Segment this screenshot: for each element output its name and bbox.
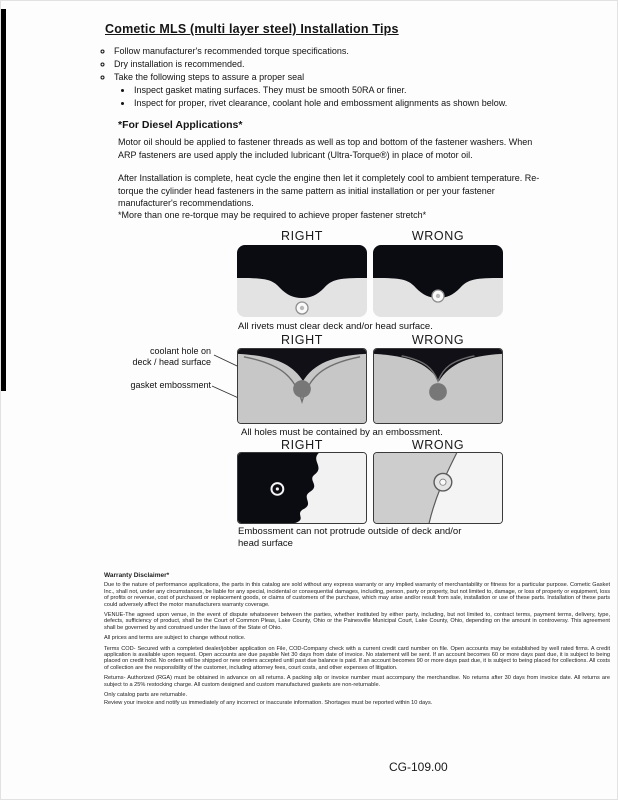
tip-item — [113, 71, 581, 110]
diesel-applications-heading: *For Diesel Applications* — [118, 119, 243, 131]
tip-subitem: • Inspect for proper, rivet clearance, coolant hole and embossment alignments as shown below. — [133, 97, 581, 110]
tip-subitem: • Inspect gasket mating surfaces. They must be smooth 50RA or finer. — [133, 84, 581, 97]
caption-protrusion: Embossment can not protrude outside of deck and/or head surface — [238, 526, 462, 549]
disclaimer-paragraph: Due to the nature of performance applications, the parts in this catalog are sold without any express warranty or any implied warranty of merchantability or fitness for a particular purpose. Cometic Gasket Inc., shall not, under any circumstances, be liable for any special, incidental or consequential damages, including, person, party or property, but not limited to, damage, or loss of property or equipment, loss of profits or revenue, cost of purchased or replacement goods, or claims of customers of the purchase, which may arise and/or result from sale, installation or use of these parts. Installation of these parts could adversely affect the motor manufacturers warranty coverage. — [104, 582, 610, 608]
diagram-rivet-wrong — [373, 245, 503, 317]
wrong-label: WRONG — [411, 438, 465, 452]
right-label: RIGHT — [281, 438, 323, 452]
diagram-protrusion-wrong — [373, 452, 503, 524]
disclaimer-paragraph: Returns- Authorized (RGA) must be obtained in advance on all returns. A packing slip or invoice number must accompany the merchandise. No returns after 30 days from invoice date. All returns are subject to a 25% restocking charge. All custom designed and custom manufactured gaskets are non-returnable. — [104, 675, 610, 688]
diagram-section — [1, 227, 618, 565]
diagram-embossment-wrong — [373, 348, 503, 424]
caption-rivets: All rivets must clear deck and/or head surface. — [238, 321, 433, 332]
wrong-label: WRONG — [411, 333, 465, 347]
disclaimer-paragraph: VENUE-The agreed upon venue, in the event of dispute whatsoever between the parties, whether instituted by either party, including, but not limited to, contract terms, payment terms, delivery, type, defects, sufficiency of product, shall be the Court of Common Pleas, Lake County, Ohio or the Painesville Municipal Court, Lake County, Ohio, depending on the amount in controversy. This agreement shall be governed by and construed under the laws of the State of Ohio. — [104, 612, 610, 631]
disclaimer-paragraph: Review your invoice and notify us immediately of any incorrect or inaccurate information. Shortages must be reported within 10 days. — [104, 699, 433, 706]
page-code: CG-109.00 — [389, 760, 448, 774]
installation-tips-list — [101, 45, 581, 110]
tip-item-text: Follow manufacturer's recommended torque specifications. — [114, 46, 349, 56]
callout-coolant-line2: deck / head surface — [132, 357, 211, 367]
callout-gasket-embossment: gasket embossment — [130, 380, 211, 390]
right-label: RIGHT — [281, 229, 323, 243]
warranty-disclaimer-heading: Warranty Disclaimer* — [104, 572, 170, 579]
page-title: Cometic MLS (multi layer steel) Installation Tips — [105, 22, 399, 36]
disclaimer-paragraph: All prices and terms are subject to change without notice. — [104, 635, 246, 642]
tip-item-text: Take the following steps to assure a proper seal — [114, 72, 305, 82]
callout-coolant-line1: coolant hole on — [149, 346, 211, 356]
disclaimer-paragraph: Only catalog parts are returnable. — [104, 692, 188, 699]
disclaimer-paragraph: Terms COD- Secured with a completed dealer/jobber application on File, COD-Company check with a current credit card number on file. Open accounts may be established by well rated firms. A credit application is available upon request. Open accounts are due payable Net 30 days from date of invoice. No statement will be sent. If an account becomes 60 or more days past due, it is subject to being placed on credit hold. No orders will be shipped or new orders accepted until past due balance is paid. If an account becomes 90 or more days past due, it is subject to being placed for collections. All costs of collection are the responsibility of the customer, including attorney fees, court costs, and other expenses of litigation. — [104, 645, 610, 671]
diesel-paragraph-oil: Motor oil should be applied to fastener threads as well as top and bottom of the fastener washers. When ARP fasteners are used apply the included lubricant (Ultra-Torque®) in place of motor oil. — [118, 137, 533, 160]
tip-item-text: Dry installation is recommended. — [114, 59, 245, 69]
callout-coolant-hole — [101, 346, 211, 368]
right-label: RIGHT — [281, 333, 323, 347]
warranty-disclaimer — [104, 573, 610, 710]
caption-holes: All holes must be contained by an embossment. — [241, 427, 443, 438]
installation-subtips-list — [120, 84, 581, 110]
wrong-label: WRONG — [411, 229, 465, 243]
tip-item — [113, 45, 581, 58]
retorque-note: *More than one re-torque may be required to achieve proper fastener stretch* — [118, 210, 427, 220]
diagram-rivet-right — [237, 245, 367, 317]
tip-item — [113, 58, 581, 71]
diesel-paragraph-heat-cycle: After Installation is complete, heat cycle the engine then let it completely cool to ambient temperature. Re-torque the cylinder head fasteners in the same pattern as initial installation or per your fastener manufacturer's recommendations. — [118, 173, 540, 208]
diagram-protrusion-right — [237, 452, 367, 524]
diagram-embossment-right — [237, 348, 367, 424]
